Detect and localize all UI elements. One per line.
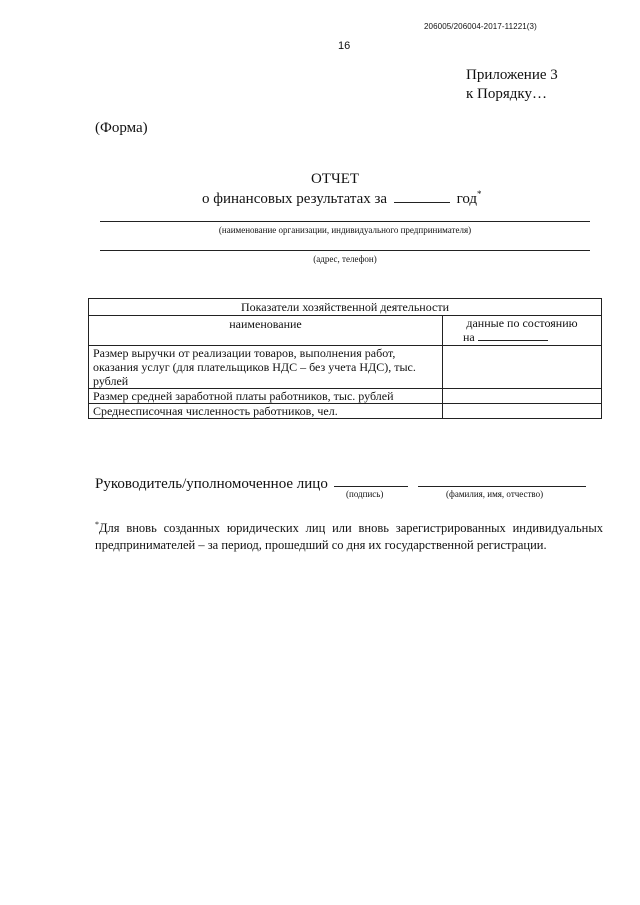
full-name-caption: (фамилия, имя, отчество) (446, 489, 544, 499)
row-headcount-label: Среднесписочная численность работников, чел. (89, 404, 443, 419)
table-row (89, 389, 602, 404)
form-label: (Форма) (95, 120, 148, 136)
signature-line[interactable] (334, 486, 408, 487)
full-name-line[interactable] (418, 486, 586, 487)
col-data-header (443, 316, 602, 346)
table-header: Показатели хозяйственной деятельности (89, 299, 602, 316)
col-name-header: наименование (89, 316, 443, 346)
document-id: 206005/206004-2017-11221(3) (424, 22, 537, 31)
org-name-caption: (наименование организации, индивидуального предпринимателя) (218, 225, 472, 235)
footnote-asterisk: * (95, 520, 99, 529)
footnote-mark: * (477, 189, 482, 199)
footnote-text: Для вновь созданных юридических лиц или вновь зарегистрированных индивидуальных предпринимателей – за период, прошедший со дня их государственной регистрации. (95, 521, 603, 553)
table-row (89, 346, 602, 389)
row-revenue-label: Размер выручки от реализации товаров, выполнения работ, оказания услуг (для плательщиков НДС – без учета НДС), тыс. рублей (89, 346, 443, 389)
report-subtitle (202, 189, 482, 208)
col-data-header-line1: данные по состоянию (466, 316, 578, 330)
report-title: ОТЧЕТ (310, 171, 360, 187)
table-header-row (89, 299, 602, 316)
row-headcount-value[interactable] (443, 404, 602, 419)
table-column-row (89, 316, 602, 346)
appendix-block (466, 66, 558, 104)
signature-caption: (подпись) (346, 489, 384, 499)
date-blank-field[interactable] (478, 330, 548, 341)
subtitle-text: о финансовых результатах за (202, 191, 388, 207)
page-number: 16 (338, 40, 351, 52)
footnote (95, 516, 603, 554)
address-caption: (адрес, телефон) (313, 254, 377, 264)
table-row (89, 404, 602, 419)
appendix-line-1: Приложение 3 (466, 67, 558, 83)
row-salary-value[interactable] (443, 389, 602, 404)
appendix-line-2: к Порядку… (466, 86, 547, 102)
address-line[interactable] (100, 250, 590, 251)
indicators-table (88, 298, 602, 419)
row-salary-label: Размер средней заработной платы работников, тыс. рублей (89, 389, 443, 404)
signer-label: Руководитель/уполномоченное лицо (95, 476, 328, 492)
org-name-line[interactable] (100, 221, 590, 222)
row-revenue-value[interactable] (443, 346, 602, 389)
subtitle-year-word: год (456, 191, 478, 207)
year-blank-field[interactable] (394, 190, 450, 203)
col-data-header-line2: на (463, 330, 475, 344)
